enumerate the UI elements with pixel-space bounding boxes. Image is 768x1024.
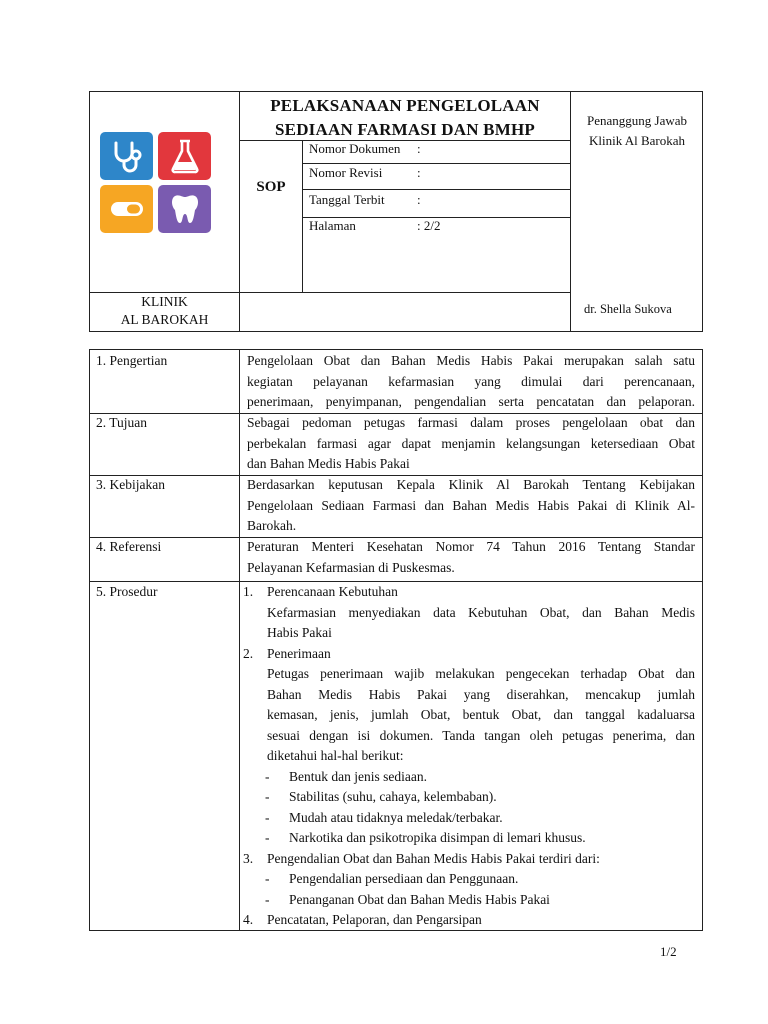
stethoscope-icon xyxy=(100,132,153,180)
sop-content-table xyxy=(89,349,703,931)
bullet-dash: - xyxy=(265,789,270,804)
step-text: Habis Pakai xyxy=(267,625,332,640)
procedure-step xyxy=(243,849,695,870)
field-value: : 2/2 xyxy=(417,218,441,233)
procedure-step xyxy=(243,582,695,603)
step-title: Perencanaan Kebutuhan xyxy=(267,584,398,599)
text-line: kegiatan pelayanan kefarmasian yang dimulai dari perencanaan, xyxy=(247,373,695,389)
procedure-step xyxy=(243,910,695,931)
responsible-party xyxy=(571,111,703,151)
section-text xyxy=(247,413,695,475)
step-number: 4. xyxy=(243,912,254,927)
field-label: Nomor Revisi xyxy=(309,165,383,180)
bullet-dash: - xyxy=(265,871,270,886)
section-label: 1. Pengertian xyxy=(96,353,168,368)
bullet-item xyxy=(243,869,695,890)
divider xyxy=(302,163,570,164)
section-label: 2. Tujuan xyxy=(96,415,148,430)
field-value: : xyxy=(417,165,421,180)
clinic-name-line: KLINIK xyxy=(141,294,188,309)
tooth-icon xyxy=(158,185,211,233)
field-value: : xyxy=(417,141,421,156)
step-text: kemasan, jenis, jumlah Obat, bentuk Obat, dan tanggal kadaluarsa xyxy=(267,707,695,722)
text-line: dan Bahan Medis Habis Pakai xyxy=(247,456,410,471)
procedure-list xyxy=(243,582,695,931)
bullet-dash: - xyxy=(265,768,270,784)
flask-icon xyxy=(158,132,211,180)
text-line: perbekalan farmasi agar dapat menjamin kelangsungan ketersediaan Obat xyxy=(247,435,695,451)
bullet-item xyxy=(243,828,695,849)
procedure-step xyxy=(243,644,695,665)
text-line: Sebagai pedoman petugas farmasi dalam proses pengelolaan obat dan xyxy=(247,415,695,430)
text-line: penerimaan, penyimpanan, pengendalian serta pencatatan dan pelaporan. xyxy=(247,394,695,409)
sop-header-table xyxy=(89,91,703,332)
responsible-line: Klinik Al Barokah xyxy=(588,133,686,148)
step-text: sesuai dengan isi dokumen. Tanda tangan oleh petugas penerima, dan xyxy=(267,727,695,743)
bullet-dash: - xyxy=(265,891,270,907)
field-label: Tanggal Terbit xyxy=(309,192,385,207)
step-number: 2. xyxy=(243,645,254,661)
section-text xyxy=(247,537,695,578)
divider xyxy=(239,350,240,930)
field-label: Halaman xyxy=(309,218,356,233)
responsible-line: Penanggung Jawab xyxy=(586,113,687,128)
bullet-dash: - xyxy=(265,830,270,845)
bullet-text: Pengendalian persediaan dan Penggunaan. xyxy=(289,871,519,886)
text-line: Barokah. xyxy=(247,518,297,533)
section-label: 5. Prosedur xyxy=(96,584,158,599)
section-label: 3. Kebijakan xyxy=(96,477,165,492)
text-line: Pengelolaan Sediaan Farmasi dan Bahan Medis Habis Pakai di Klinik Al- xyxy=(247,497,695,513)
bullet-text: Bentuk dan jenis sediaan. xyxy=(289,768,427,784)
section-label: 4. Referensi xyxy=(96,539,162,554)
sop-label: SOP xyxy=(256,179,286,195)
step-text: diketahui hal-hal berikut: xyxy=(267,748,404,763)
section-text xyxy=(247,475,695,537)
bullet-text: Penanganan Obat dan Bahan Medis Habis Pakai xyxy=(289,891,550,907)
text-line: Pelayanan Kefarmasian di Puskesmas. xyxy=(247,559,455,575)
bullet-item xyxy=(243,787,695,808)
text-line: Peraturan Menteri Kesehatan Nomor 74 Tahun 2016 Tentang Standar xyxy=(247,539,695,554)
text-line: Pengelolaan Obat dan Bahan Medis Habis Pakai merupakan salah satu xyxy=(247,353,695,368)
bullet-text: Mudah atau tidaknya meledak/terbakar. xyxy=(289,809,503,825)
bullet-item xyxy=(243,890,695,911)
field-label: Nomor Dokumen xyxy=(309,141,401,156)
pill-icon xyxy=(100,185,153,233)
step-title: Penerimaan xyxy=(267,645,331,661)
clinic-name-line: AL BAROKAH xyxy=(120,312,209,327)
field-value: : xyxy=(417,192,421,207)
title-line: SEDIAAN FARMASI DAN BMHP xyxy=(275,120,535,139)
section-text xyxy=(247,351,695,413)
title-line: PELAKSANAAN PENGELOLAAN xyxy=(270,96,540,115)
divider xyxy=(302,189,570,190)
step-title: Pencatatan, Pelaporan, dan Pengarsipan xyxy=(267,912,482,927)
clinic-logo xyxy=(100,132,212,234)
page-number: 1/2 xyxy=(660,944,677,959)
clinic-name xyxy=(90,293,239,329)
text-line: Berdasarkan keputusan Kepala Klinik Al Barokah Tentang Kebijakan xyxy=(247,477,695,492)
bullet-text: Narkotika dan psikotropika disimpan di lemari khusus. xyxy=(289,830,586,845)
step-title: Pengendalian Obat dan Bahan Medis Habis Pakai terdiri dari: xyxy=(267,850,600,866)
bullet-text: Stabilitas (suhu, cahaya, kelembaban). xyxy=(289,789,497,804)
step-number: 1. xyxy=(243,584,254,599)
document-title xyxy=(240,94,570,142)
step-text: Bahan Medis Habis Pakai yang diserahkan, mencakup jumlah xyxy=(267,686,695,702)
bullet-item xyxy=(243,808,695,829)
bullet-item xyxy=(243,767,695,788)
step-text: Kefarmasian menyediakan data Kebutuhan Obat, dan Bahan Medis xyxy=(267,604,695,620)
signatory-name: dr. Shella Sukova xyxy=(584,302,672,316)
step-number: 3. xyxy=(243,850,254,866)
bullet-dash: - xyxy=(265,809,270,825)
step-text: Petugas penerimaan wajib melakukan pengecekan terhadap Obat dan xyxy=(267,666,695,681)
